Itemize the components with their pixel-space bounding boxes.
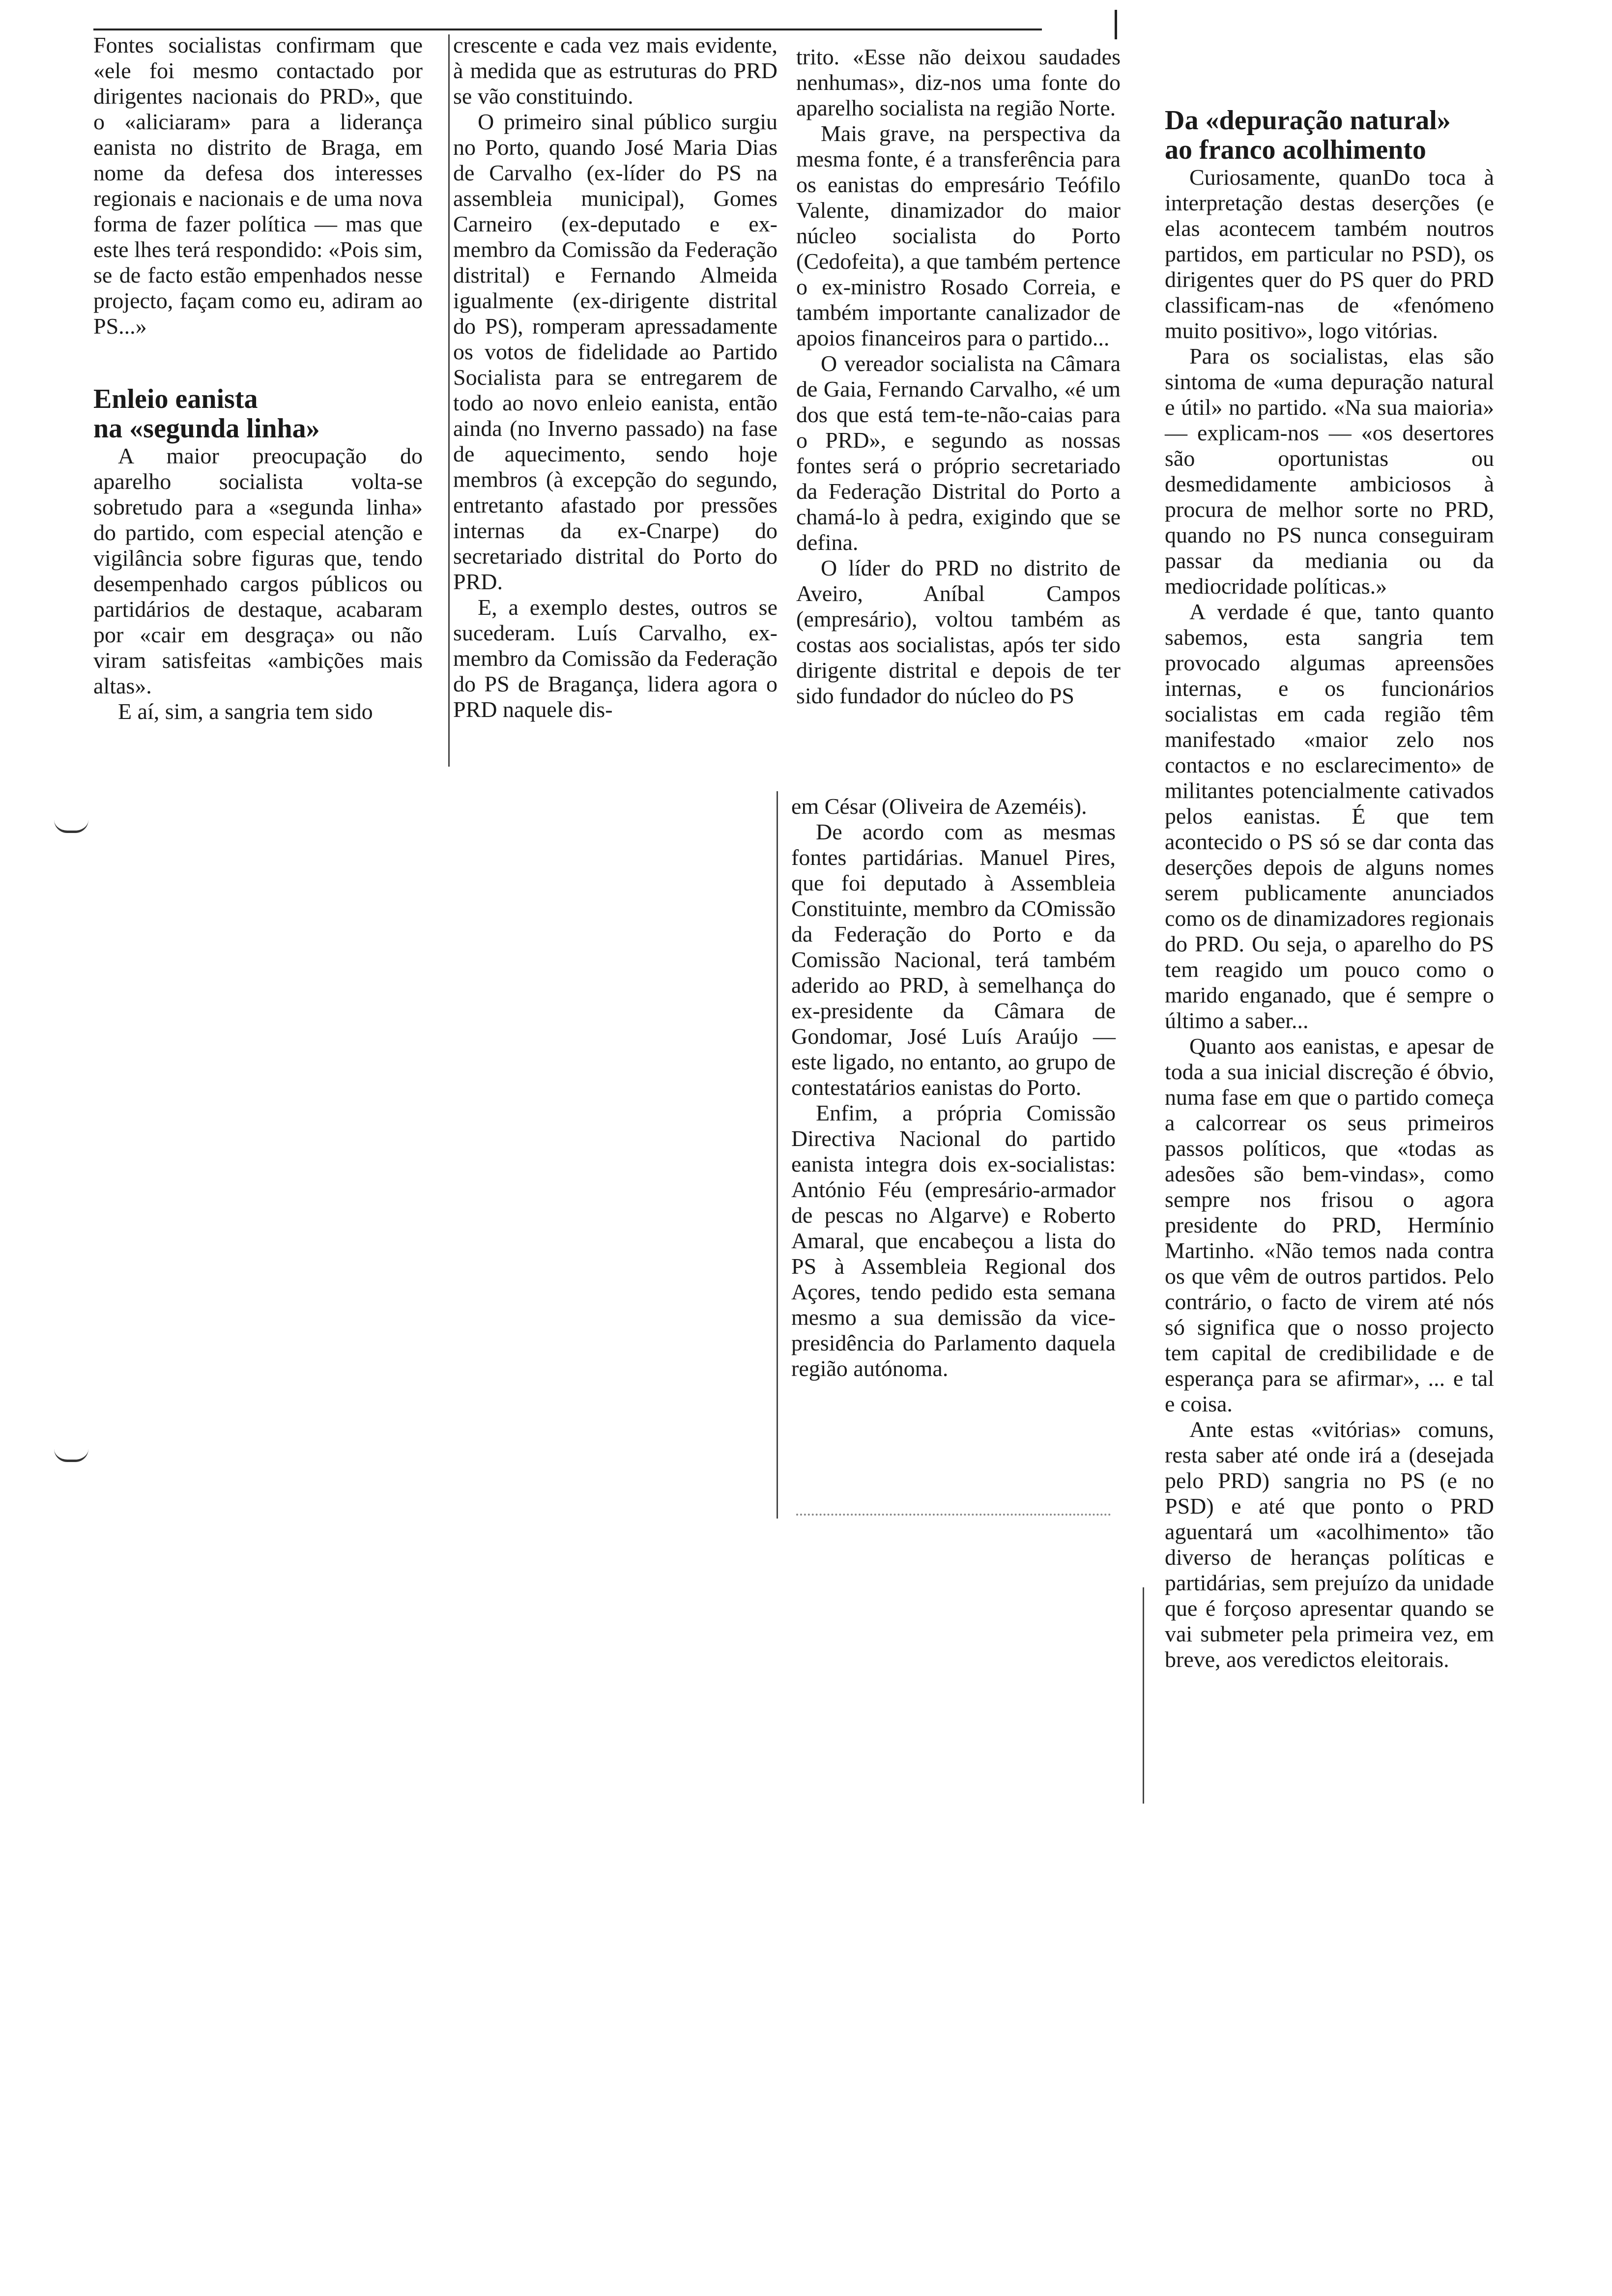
article-column-1 xyxy=(93,32,423,724)
column-3-paragraph: Mais grave, na perspectiva da mesma fonte, é a transferência para os eanistas do empresário Teófilo Valente, dinamizador do maior núcleo socialista do Porto (Cedofeita), a que também pertence o ex-ministro Rosado Correia, e também importante canalizador de apoios financeiros para o partido... xyxy=(796,121,1121,350)
article-column-3 xyxy=(796,44,1121,709)
column-4-paragraph: Curiosamente, quanDo toca à interpretação destas deserções (e elas acontecem também noutros partidos, em particular no PSD), os dirigentes quer do PS quer do PRD classificam-nas de «fenómeno muito positivo», logo vitórias. xyxy=(1165,165,1494,343)
column-divider xyxy=(1143,1587,1144,1804)
dotted-rule xyxy=(796,1514,1111,1516)
section-heading-line2: na «segunda linha» xyxy=(93,413,320,444)
column-divider xyxy=(777,791,778,1519)
column-2-paragraph: E, a exemplo destes, outros se sucederam. Luís Carvalho, ex-membro da Comissão da Federação do PS de Bragança, lidera agora o PRD naquele dis- xyxy=(453,595,777,722)
column-4-paragraph: Quanto aos eanistas, e apesar de toda a sua inicial discreção é óbvio, numa fase em que o partido começa a calcorrear os seus primeiros passos políticos, que «todas as adesões são bem-vindas», como sempre nos frisou o agora presidente do PRD, Hermínio Martinho. «Não temos nada contra os que vêm de outros partidos. Pelo contrário, o facto de virem até nós só significa que o nosso projecto tem capital de credibilidade e de esperança para se afirmar», ... e tal e coisa. xyxy=(1165,1033,1494,1416)
section-heading-line1: Enleio eanista xyxy=(93,384,258,414)
article-column-4 xyxy=(1165,106,1494,1672)
column-3-paragraph: O vereador socialista na Câmara de Gaia, Fernando Carvalho, «é um dos que está tem-te-não-caias para o PRD», e segundo as nossas fontes será o próprio secretariado da Federação Distrital do Porto a chamá-lo à pedra, exigindo que se defina. xyxy=(796,351,1121,555)
top-rule xyxy=(93,29,1042,30)
column-1-tail: E aí, sim, a sangria tem sido xyxy=(118,699,373,724)
column-3b-paragraph: De acordo com as mesmas fontes partidárias. Manuel Pires, que foi deputado à Assembleia Constituinte, membro da COmissão da Federação do Porto e da Comissão Nacional, terá também aderido ao PRD, à semelhança do ex-presidente da Câmara de Gondomar, José Luís Araújo — este ligado, no entanto, ao grupo de contestatários eanistas do Porto. xyxy=(791,819,1116,1100)
column-3-paragraph: O líder do PRD no distrito de Aveiro, Aníbal Campos (empresário), voltou também as costas aos socialistas, após ter sido dirigente distrital e depois de ter sido fundador do núcleo do PS xyxy=(796,555,1121,708)
column-4-paragraph: Ante estas «vitórias» comuns, resta saber até onde irá a (desejada pelo PRD) sangria no PS (e no PSD) e até que ponto o PRD aguentará um «acolhimento» tão diverso de heranças políticas e partidárias, sem prejuízo da unidade que é forçoso apresentar quando se vai submeter pela primeira vez, em breve, aos veredictos eleitorais. xyxy=(1165,1417,1494,1672)
column-3b-paragraph: em César (Oliveira de Azeméis). xyxy=(791,794,1087,819)
article-column-2 xyxy=(453,32,777,722)
section-heading-line2: ao franco acolhimento xyxy=(1165,135,1426,165)
top-rule-tick xyxy=(1115,10,1117,39)
column-1-body: A maior preocupação do aparelho socialista volta-se sobretudo para a «segunda linha» do partido, com especial atenção e vigilância sobre figuras que, tendo desempenhado cargos públicos ou partidários de destaque, acabaram por «cair em desgraça» ou não viram satisfeitas «ambições mais altas». xyxy=(93,443,423,698)
column-3b-paragraph: Enfim, a própria Comissão Directiva Nacional do partido eanista integra dois ex-socialistas: António Féu (empresário-armador de pescas no Algarve) e Roberto Amaral, que encabeçou a lista do PS à Assembleia Regional dos Açores, tendo pedido esta semana mesmo a sua demissão da vice-presidência do Parlamento daquela região autónoma. xyxy=(791,1100,1116,1381)
column-4-paragraph: A verdade é que, tanto quanto sabemos, esta sangria tem provocado algumas apreensões internas, e os funcionários socialistas em cada região têm manifestado «maior zelo nos contactos e no esclarecimento» de militantes potencialmente cativados pelos eanistas. É que tem acontecido o PS só se dar conta das deserções depois de alguns nomes serem publicamente anunciados como os de dinamizadores regionais do PRD. Ou seja, o aparelho do PS tem reagido um pouco como o marido enganado, que é sempre o último a saber... xyxy=(1165,599,1494,1033)
column-1-intro: Fontes socialistas confirmam que «ele foi mesmo contactado por dirigentes nacionais do PRD», que o «aliciaram» para a liderança eanista no distrito de Braga, em nome da defesa dos interesses regionais e nacionais e de uma nova forma de fazer política — mas que este lhes terá respondido: «Pois sim, se de facto estão empenhados nesse projecto, façam como eu, adiram ao PS...» xyxy=(93,32,423,339)
scan-mark xyxy=(54,1449,88,1462)
section-heading-line1: Da «depuração natural» xyxy=(1165,105,1451,136)
column-divider xyxy=(448,34,450,767)
scan-mark xyxy=(54,820,88,833)
article-column-3-continued xyxy=(791,794,1116,1381)
column-4-paragraph: Para os socialistas, elas são sintoma de «uma depuração natural e útil» no partido. «Na sua maioria» — explicam-nos — «os desertores são oportunistas ou desmedidamente ambiciosos à procura de melhor sorte no PRD, quando no PS nunca conseguiram passar da mediania ou da mediocridade políticas.» xyxy=(1165,344,1494,599)
column-2-paragraph: crescente e cada vez mais evidente, à medida que as estruturas do PRD se vão constituindo. xyxy=(453,32,777,109)
column-2-paragraph: O primeiro sinal público surgiu no Porto, quando José Maria Dias de Carvalho (ex-líder do PS na assembleia municipal), Gomes Carneiro (ex-deputado e ex-membro da Comissão da Federação distrital) e Fernando Almeida igualmente (ex-dirigente distrital do PS), romperam apressadamente os votos de fidelidade ao Partido Socialista para se entregarem de todo ao novo enleio eanista, então ainda (no Inverno passado) na fase de aquecimento, sendo hoje membros (à excepção do segundo, entretanto afastado por pressões internas da ex-Cnarpe) do secretariado distrital do Porto do PRD. xyxy=(453,109,777,594)
column-3-paragraph: trito. «Esse não deixou saudades nenhumas», diz-nos uma fonte do aparelho socialista na região Norte. xyxy=(796,44,1121,120)
